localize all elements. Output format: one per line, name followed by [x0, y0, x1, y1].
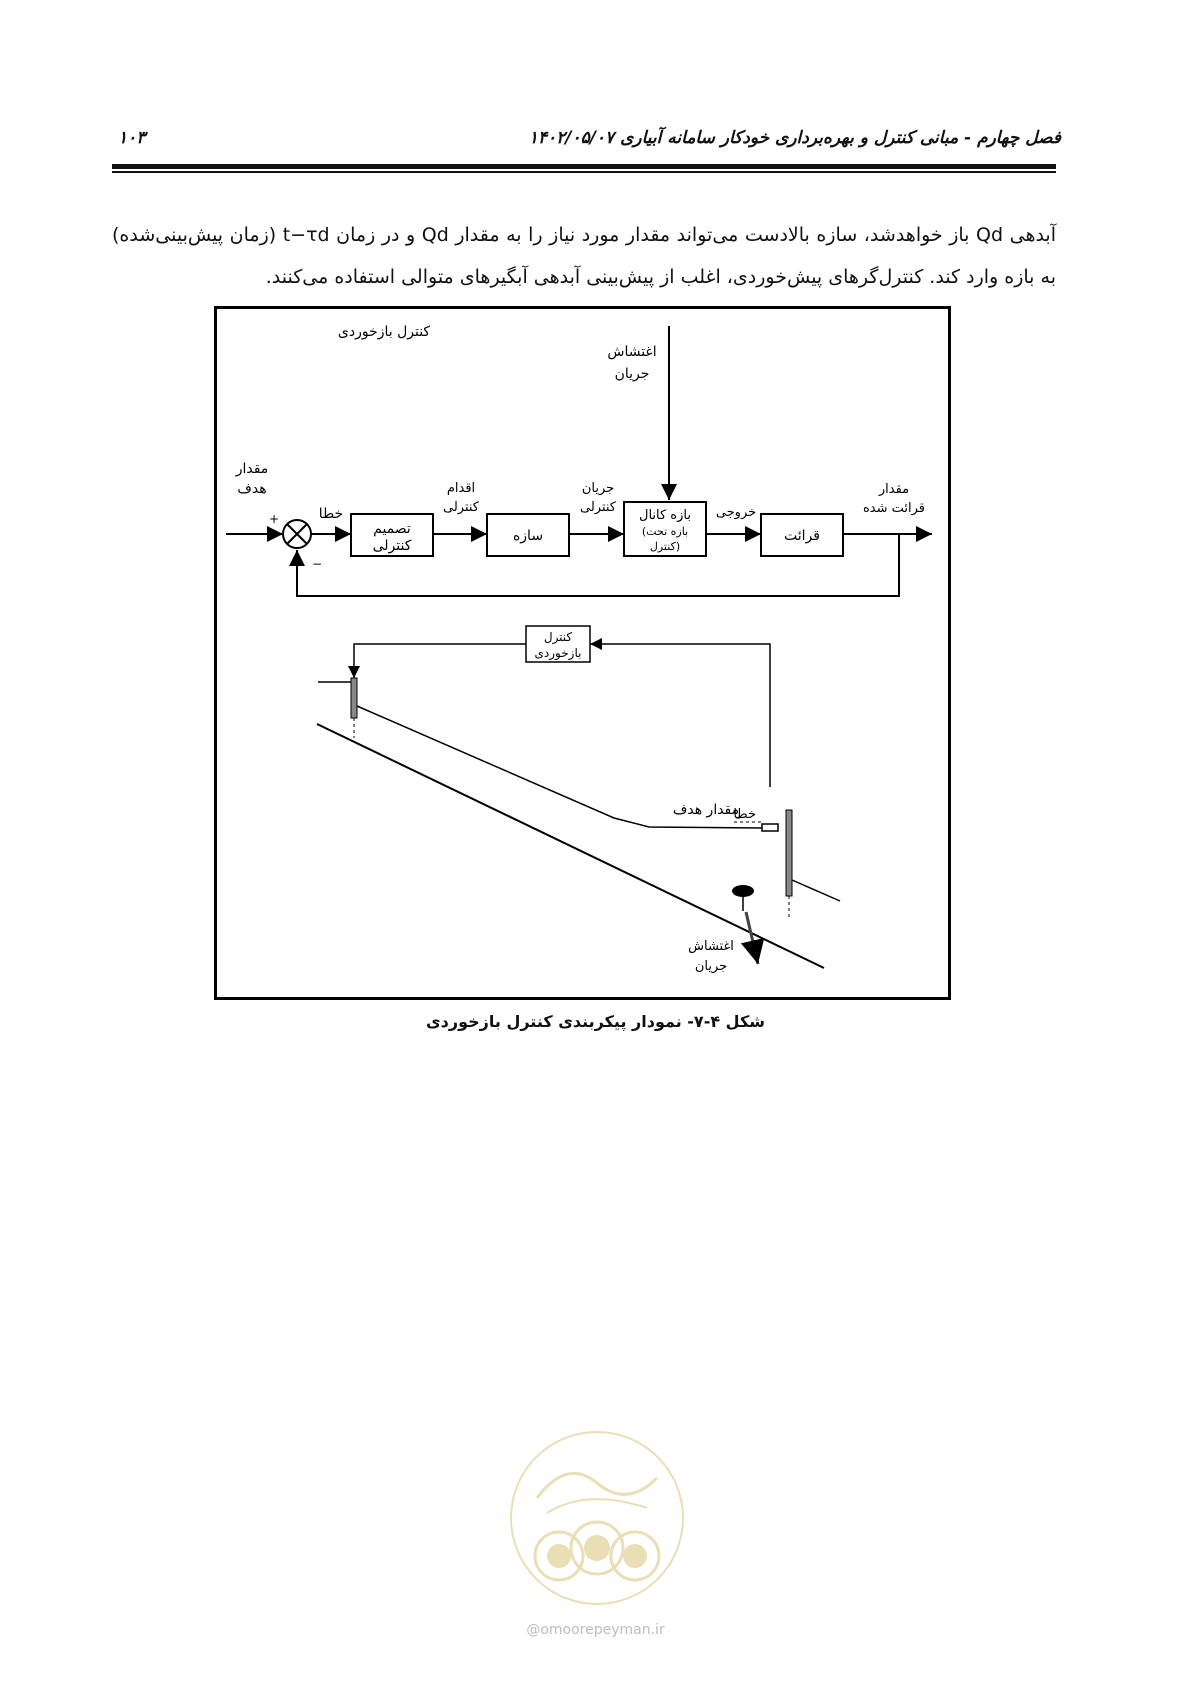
target-label-line1: مقدار	[235, 461, 269, 477]
watermark-logo	[507, 1428, 687, 1608]
structure-block-label: سازه	[512, 528, 544, 544]
disturbance-bottom-line1: اغتشاش	[688, 939, 734, 954]
action-label-line1: اقدام	[446, 481, 476, 496]
turnout-offtake	[732, 885, 754, 897]
watermark-emblem	[507, 1428, 687, 1608]
header-rule-thin	[112, 171, 1056, 173]
downstream-gate	[786, 810, 792, 896]
error-schematic-label: خطا	[733, 807, 756, 822]
header-rule	[112, 164, 1056, 169]
body-paragraph-block	[112, 214, 1056, 298]
action-label-line2: کنترلی	[442, 500, 480, 515]
plus-sign: +	[268, 512, 280, 526]
target-label-line2: هدف	[237, 481, 267, 497]
error-label: خطا	[318, 506, 344, 522]
measured-label-line2: قرائت شده	[862, 501, 926, 516]
controller-box-line1: کنترل	[543, 630, 573, 644]
reading-block-label: قرائت	[784, 528, 820, 544]
figure-caption: شکل ۴-۷- نمودار پیکربندی کنترل بازخوردی	[426, 1012, 765, 1031]
canal-block-line1: بازه کانال	[639, 508, 691, 523]
running-header-title: فصل چهارم - مبانی کنترل و بهره‌برداری خودکار سامانه آبیاری ۱۴۰۲/۰۵/۰۷	[528, 128, 1061, 148]
disturbance-bottom-line2: جریان	[694, 959, 728, 974]
figure-title: کنترل بازخوردی	[337, 324, 431, 340]
canal-block-line2: (بازه تحت	[641, 525, 689, 538]
decision-block-line2: کنترلی	[372, 538, 412, 554]
page-number: ۱۰۳	[118, 128, 146, 148]
feedback-control-figure	[214, 306, 951, 1000]
target-level-label: مقدار هدف	[672, 802, 740, 818]
body-paragraph: آبدهی Qd باز خواهدشد، سازه بالادست می‌تواند مقدار مورد نیاز را به مقدار Qd و در زمان t−τd (زمان پیش‌بینی‌شده) به بازه وارد کند. کنترل‌گرهای پیش‌خوردی، اغلب از پیش‌بینی آبدهی آبگیرهای متوالی استفاده می‌کنند.	[112, 224, 1057, 288]
figure-canvas	[214, 306, 951, 1000]
disturbance-top-line2: جریان	[614, 366, 650, 382]
minus-sign: −	[311, 557, 323, 571]
control-flow-label-line1: جریان	[581, 481, 615, 496]
watermark-site: @omoorepeyman.ir	[526, 1622, 665, 1638]
disturbance-top-line1: اغتشاش	[607, 344, 657, 360]
output-label: خروجی	[715, 505, 757, 520]
upstream-gate	[351, 678, 357, 718]
water-level-sensor	[762, 824, 778, 831]
decision-block-line1: تصمیم	[373, 521, 411, 537]
summing-junction	[283, 520, 311, 548]
control-flow-label-line2: کنترلی	[579, 500, 617, 515]
measured-label-line1: مقدار	[878, 482, 910, 497]
canal-block-line3: کنترل)	[649, 540, 681, 553]
controller-box-line2: بازخوردی	[534, 646, 582, 660]
